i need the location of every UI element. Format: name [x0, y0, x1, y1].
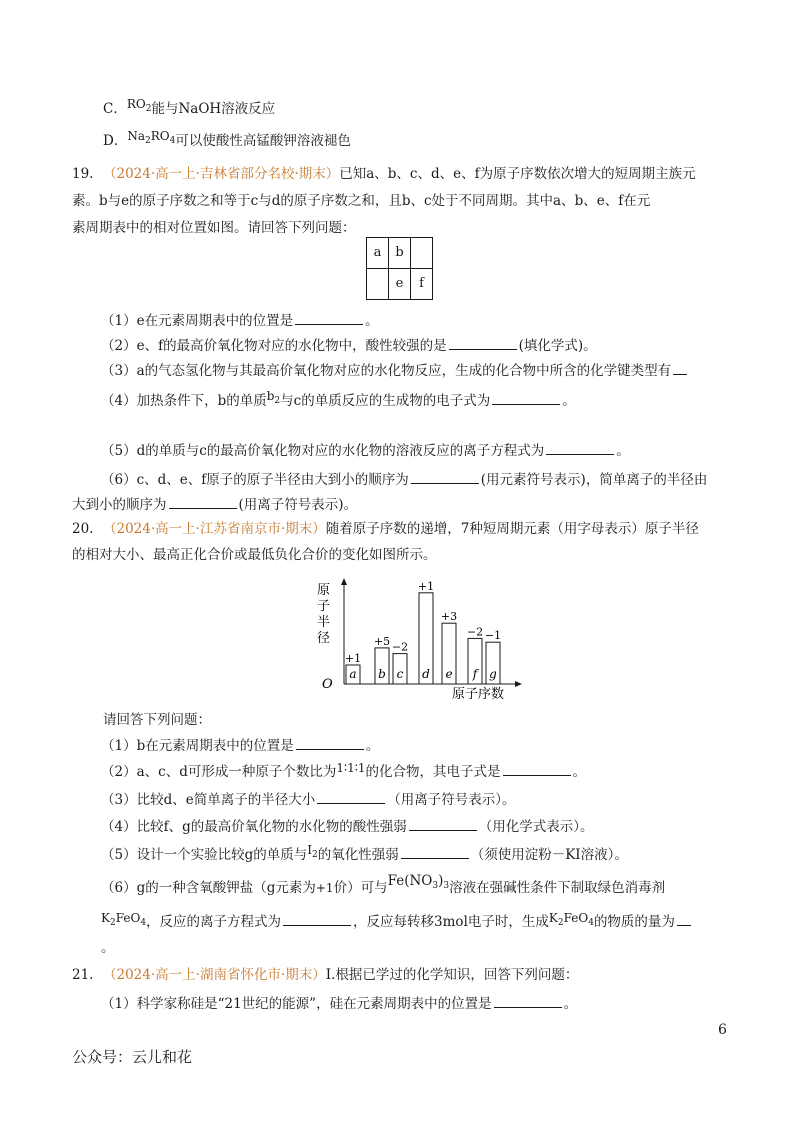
- grid-cell: b: [389, 238, 411, 269]
- grid-cell: f: [411, 269, 433, 300]
- q20-sub6-cont: $K_2FeO_4$，反应的离子方程式为 ，反应每转移3mol电子时，生成$K_2FeO_4$的物质的量为: [101, 914, 693, 930]
- grid-cell: [411, 238, 433, 269]
- q19-sub4: （4）加热条件下，b的单质$b_2$与c的单质反应的生成物的电子式为 。: [101, 389, 576, 409]
- bar-label-g: g: [489, 667, 497, 681]
- q19-sub6: （6）c、d、e、f原子的原子半径由大到小的顺序为 (用元素符号表示)，简单离子的半径由: [101, 472, 708, 488]
- x-axis-label: 原子序数: [452, 687, 505, 700]
- valence-label-d: +1: [417, 579, 435, 593]
- y-axis-arrow: [341, 578, 347, 585]
- q19-sub6-cont: 大到小的顺序为 (用离子符号表示)。: [72, 497, 358, 513]
- question-21-line1: 21. （2024·高一上·湖南省怀化市·期末）Ⅰ.根据已学过的化学知识，回答下列问题：: [72, 967, 579, 983]
- q19-sub2: （2）e、f的最高价氧化物对应的水化物中，酸性较强的是 (填化学式)。: [101, 338, 597, 354]
- grid-cell: a: [367, 238, 389, 269]
- q20-prompt: 请回答下列问题：: [103, 712, 211, 728]
- radius-valence-chart: [300, 574, 530, 700]
- y-axis-label: 半: [317, 615, 331, 630]
- question-19-line2: 素。b与e的原子序数之和等于c与d的原子序数之和，且b、c处于不同周期。其中a、b、e、f在元: [72, 193, 651, 209]
- q20-sub3: （3）比较d、e简单离子的半径大小 （用离子符号表示）。: [101, 792, 516, 808]
- x-axis-arrow: [515, 681, 522, 687]
- origin-label: O: [322, 677, 333, 692]
- q19-sub3: （3）a的气态氢化物与其最高价氧化物对应的水化物反应，生成的化合物中所含的化学键类型有: [101, 363, 689, 379]
- y-axis-label: 子: [317, 599, 331, 614]
- page-number: 6: [718, 1022, 727, 1038]
- grid-cell: [367, 269, 389, 300]
- valence-label-e: +3: [440, 610, 458, 624]
- q19-sub5: （5）d的单质与c的最高价氧化物对应的水化物的溶液反应的离子方程式为 。: [101, 443, 630, 459]
- grid-cell: e: [389, 269, 411, 300]
- valence-label-a: +1: [344, 652, 362, 665]
- q20-sub5: （5）设计一个实验比较g的单质与$I_2$的氧化性强弱 （须使用淀粉－KI溶液）。: [101, 843, 628, 863]
- bar-label-c: c: [396, 667, 404, 681]
- q19-sub1: （1）e在元素周期表中的位置是 。: [101, 313, 379, 329]
- question-20-line1: 20. （2024·高一上·江苏省南京市·期末）随着原子序数的递增，7种短周期元素（用字母表示）原子半径: [72, 521, 699, 537]
- bar-label-d: d: [422, 667, 430, 681]
- y-axis-label: 原: [317, 583, 331, 598]
- question-19-line1: 19. （2024·高一上·吉林省部分名校·期末）已知a、b、c、d、e、f为原子序数依次增大的短周期主族元: [72, 166, 696, 182]
- question-19-line3: 素周期表中的相对位置如图。请回答下列问题：: [72, 220, 356, 236]
- bar-label-b: b: [378, 667, 386, 681]
- valence-label-c: −2: [391, 640, 409, 654]
- question-20-line2: 的相对大小、最高正化合价或最低负化合价的变化如图所示。: [72, 547, 437, 563]
- q20-end-mark: 。: [101, 940, 115, 956]
- valence-label-b: +5: [373, 634, 391, 648]
- q20-sub4: （4）比较f、g的最高价氧化物的水化物的酸性强弱 （用化学式表示）。: [101, 819, 594, 835]
- bar-label-e: e: [445, 667, 453, 681]
- valence-label-g: −1: [484, 629, 502, 643]
- bar-label-a: a: [349, 667, 357, 681]
- option-c: C．$RO_2$能与NaOH溶液反应: [103, 97, 276, 117]
- periodic-grid: [366, 237, 433, 300]
- bar-label-f: f: [472, 667, 478, 681]
- option-d: D．$Na_2RO_4$可以使酸性高锰酸钾溶液褪色: [103, 129, 351, 149]
- q20-sub1: （1）b在元素周期表中的位置是 。: [101, 738, 380, 754]
- valence-label-f: −2: [466, 625, 484, 639]
- q20-sub2: （2）a、c、d可形成一种原子个数比为1∶1∶1的化合物，其电子式是 。: [101, 761, 586, 780]
- y-axis-label: 径: [317, 631, 331, 646]
- footer-account: 公众号：云儿和花: [72, 1048, 193, 1066]
- q20-sub6: （6）g的一种含氧酸钾盐（g元素为+1价）可与$Fe(NO_3)_3$溶液在强碱性条件下制取绿色消毒剂: [101, 873, 666, 896]
- q21-sub1: （1）科学家称硅是“21世纪的能源”，硅在元素周期表中的位置是 。: [101, 996, 578, 1012]
